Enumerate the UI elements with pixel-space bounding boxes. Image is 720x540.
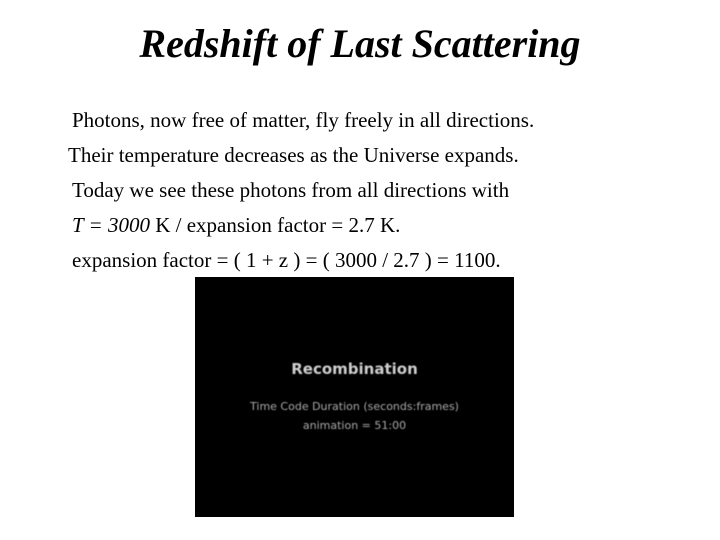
body-line-2: Their temperature decreases as the Universe expands. <box>68 143 519 167</box>
video-timecode-label: Time Code Duration (seconds:frames) <box>250 400 459 413</box>
body-line-4 <box>72 208 400 243</box>
video-duration: animation = 51:00 <box>302 419 407 432</box>
body-line-5: expansion factor = ( 1 + z ) = ( 3000 / 2.7 ) = 1100. <box>72 248 501 272</box>
body-line-3: Today we see these photons from all directions with <box>72 178 510 202</box>
expansion-formula: K / expansion factor = 2.7 K. <box>149 213 401 237</box>
slide-title: Redshift of Last Scattering <box>139 21 581 66</box>
temperature-formula: T = 3000 <box>72 213 150 237</box>
recombination-video[interactable] <box>195 277 514 517</box>
video-title: Recombination <box>291 360 418 378</box>
body-line-1: Photons, now free of matter, fly freely in all directions. <box>72 108 535 132</box>
